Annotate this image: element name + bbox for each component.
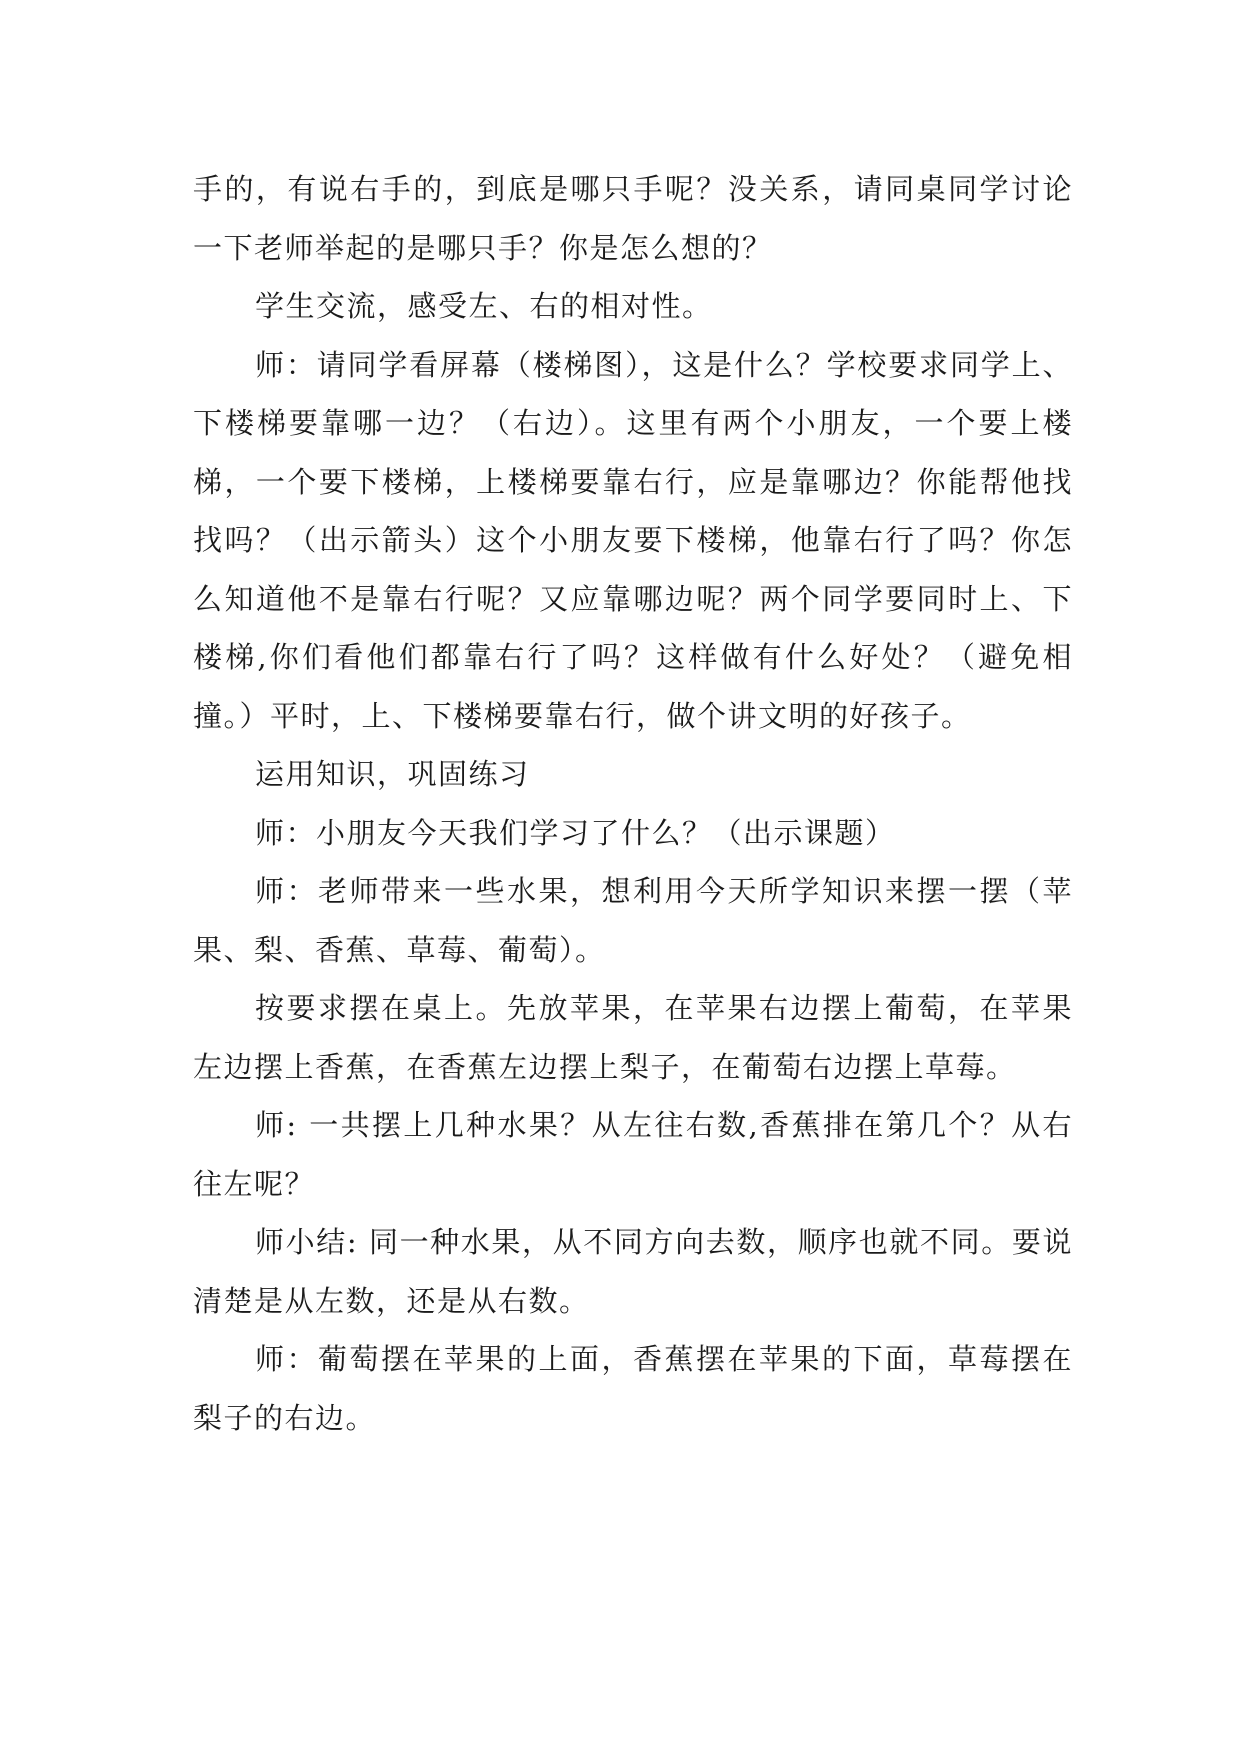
paragraph-4: 运用知识，巩固练习 bbox=[255, 757, 530, 791]
paragraph-6: 师：老师带来一些水果，想利用今天所学知识来摆一摆（苹果、梨、香蕉、草莓、葡萄）。 bbox=[193, 874, 1073, 967]
paragraph-8: 师: 一共摆上几种水果？从左往右数,香蕉排在第几个？从右往左呢？ bbox=[193, 1108, 1073, 1201]
paragraph-5: 师：小朋友今天我们学习了什么？（出示课题） bbox=[255, 815, 896, 850]
paragraph-3: 师：请同学看屏幕（楼梯图），这是什么？学校要求同学上、下楼梯要靠哪一边？（右边）。这里有两个小朋友，一个要上楼梯，一个要下楼梯，上楼梯要靠右行，应是靠哪边？你能帮他找找吗？（出示箭头）这个小朋友要下楼梯，他靠右行了吗？你怎么知道他不是靠右行呢？又应靠哪边呢？两个同学要同时上、下楼梯,你们看他们都靠右行了吗？这样做有什么好处？（避免相撞。）平时，上、下楼梯要靠右行，做个讲文明的好孩子。 bbox=[193, 347, 1073, 733]
document-page bbox=[193, 160, 1073, 1447]
paragraph-10: 师：葡萄摆在苹果的上面，香蕉摆在苹果的下面，草莓摆在梨子的右边。 bbox=[193, 1342, 1073, 1435]
paragraph-9: 师小结: 同一种水果，从不同方向去数，顺序也就不同。要说清楚是从左数，还是从右数。 bbox=[193, 1225, 1073, 1318]
paragraph-2: 学生交流，感受左、右的相对性。 bbox=[255, 289, 713, 323]
paragraph-7: 按要求摆在桌上。先放苹果，在苹果右边摆上葡萄，在苹果左边摆上香蕉，在香蕉左边摆上梨子，在葡萄右边摆上草莓。 bbox=[193, 991, 1073, 1084]
paragraph-1: 手的，有说右手的，到底是哪只手呢？没关系，请同桌同学讨论一下老师举起的是哪只手？你是怎么想的？ bbox=[193, 172, 1073, 265]
